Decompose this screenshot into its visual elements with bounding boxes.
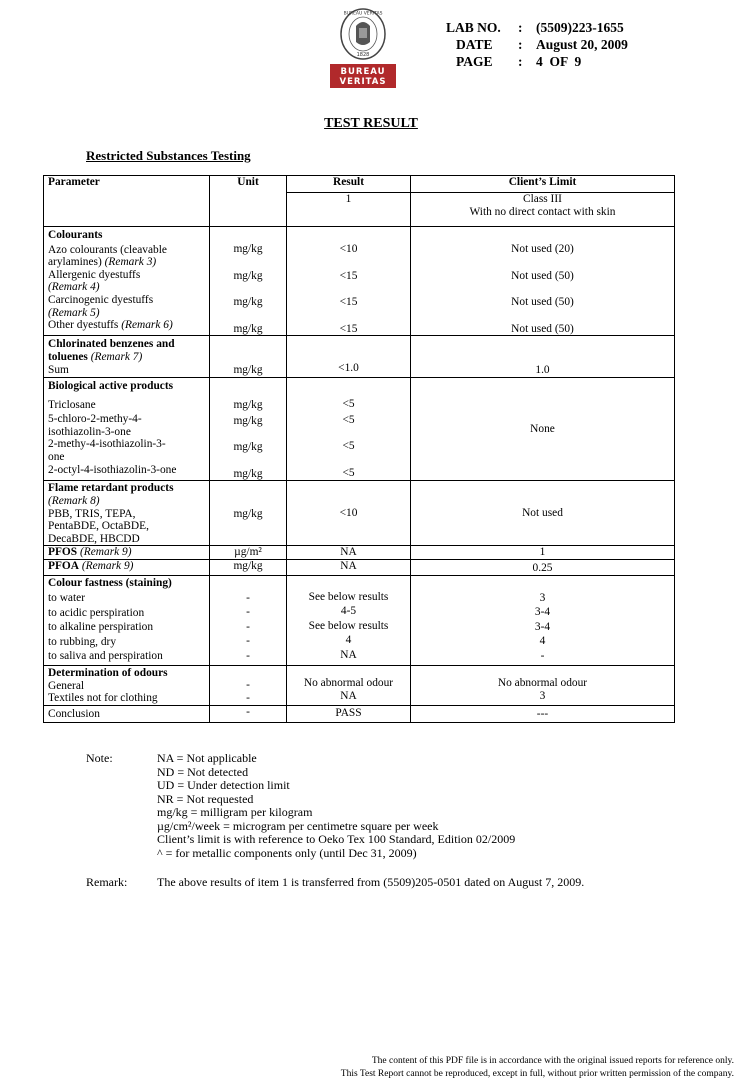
notes-label: Note: (86, 751, 113, 765)
section-colourants: Colourants Azo colourants (cleavable arylamines) (Remark 3) Allergenic dyestuffs (Remark 4) Carcinogenic dyestuffs (Remark 5) Other dyestuffs (Remark 6) mg/kg mg/kg mg/kg mg/kg <10 <15 <15 <15 Not used (20) Not used (50) Not used (50) Not used (50) (44, 227, 675, 336)
logo-year: 1828 (356, 52, 370, 58)
section-chlorinated: Chlorinated benzenes and toluenes (Remark 7) Sum mg/kg <1.0 1.0 (44, 336, 675, 378)
header-result: Result (287, 176, 411, 193)
page-label: PAGE (456, 54, 493, 69)
lab-no-value: (5509)223-1655 (536, 20, 624, 35)
row-conclusion: Conclusion - PASS --- (44, 705, 675, 723)
note-item: UD = Under detection limit (157, 778, 290, 792)
sep: : (518, 37, 523, 52)
note-item: mg/kg = milligram per kilogram (157, 805, 313, 819)
report-header (446, 19, 628, 70)
footer-line: This Test Report cannot be reproduced, except in full, without prior written permission of the company. (340, 1068, 734, 1079)
header-result-sub: 1 (287, 193, 411, 227)
sep: : (518, 20, 523, 35)
remark-label: Remark: (86, 875, 128, 889)
logo-band-top: BUREAU (340, 67, 386, 77)
bureau-veritas-logo (330, 8, 396, 88)
date-label: DATE (456, 37, 493, 52)
table-header-row (44, 176, 675, 193)
section-title: Restricted Substances Testing (86, 148, 251, 163)
note-item: ^ = for metallic components only (until Dec 31, 2009) (157, 845, 417, 860)
remark-text: The above results of item 1 is transferred from (5509)205-0501 dated on August 7, 2009. (157, 875, 585, 889)
header-parameter: Parameter (44, 176, 210, 227)
note-item: Client’s limit is with reference to Oeko Tex 100 Standard, Edition 02/2009 (157, 832, 516, 846)
section-flame-retardant: Flame retardant products (Remark 8) PBB, TRIS, TEPA, PentaBDE, OctaBDE, DecaBDE, HBCDD mg/kg <10 Not used (44, 481, 675, 546)
results-table (43, 175, 675, 723)
header-unit: Unit (210, 176, 287, 227)
note-item: ND = Not detected (157, 764, 249, 779)
footer-disclaimer (341, 1055, 734, 1080)
note-item: NR = Not requested (157, 791, 254, 806)
header-limit-sub: Class III With no direct contact with skin (411, 193, 675, 227)
row-pfoa: PFOA (Remark 9) mg/kg NA 0.25 (44, 559, 675, 575)
date-value: August 20, 2009 (536, 37, 628, 52)
header-limit: Client’s Limit (411, 176, 675, 193)
page-value: 4 OF 9 (536, 54, 582, 69)
logo-band-bottom: VERITAS (339, 77, 387, 87)
logo-arc-text: BUREAU VERITAS (343, 11, 383, 17)
lab-no-label: LAB NO. (446, 20, 501, 35)
page-title: TEST RESULT (324, 116, 418, 131)
section-title: Colourants (48, 229, 103, 241)
sep: : (518, 54, 523, 69)
section-biological: Biological active products Triclosane 5-chloro-2-methy-4- isothiazolin-3-one 2-methy-4-isothiazolin-3- one 2-octyl-4-isothiazolin-3-one mg/kg mg/kg mg/kg mg/kg <5 <5 <5 <5 None (44, 377, 675, 480)
note-item: µg/cm²/week = microgram per centimetre square per week (157, 818, 439, 833)
row-pfos: PFOS (Remark 9) µg/m² NA 1 (44, 546, 675, 560)
footer-line: The content of this PDF file is in accordance with the original issued reports for reference only. (371, 1056, 734, 1066)
section-odours: Determination of odours General Textiles not for clothing - - No abnormal odour NA No abnormal odour 3 (44, 666, 675, 706)
section-colour-fastness: Colour fastness (staining) to water to acidic perspiration to alkaline perspiration to rubbing, dry to saliva and perspiration - - - - - See below results 4-5 See below results 4 NA 3 3-4 3-4 4 - (44, 575, 675, 666)
remark (86, 875, 584, 890)
notes (86, 752, 515, 860)
note-item: NA = Not applicable (157, 751, 257, 765)
